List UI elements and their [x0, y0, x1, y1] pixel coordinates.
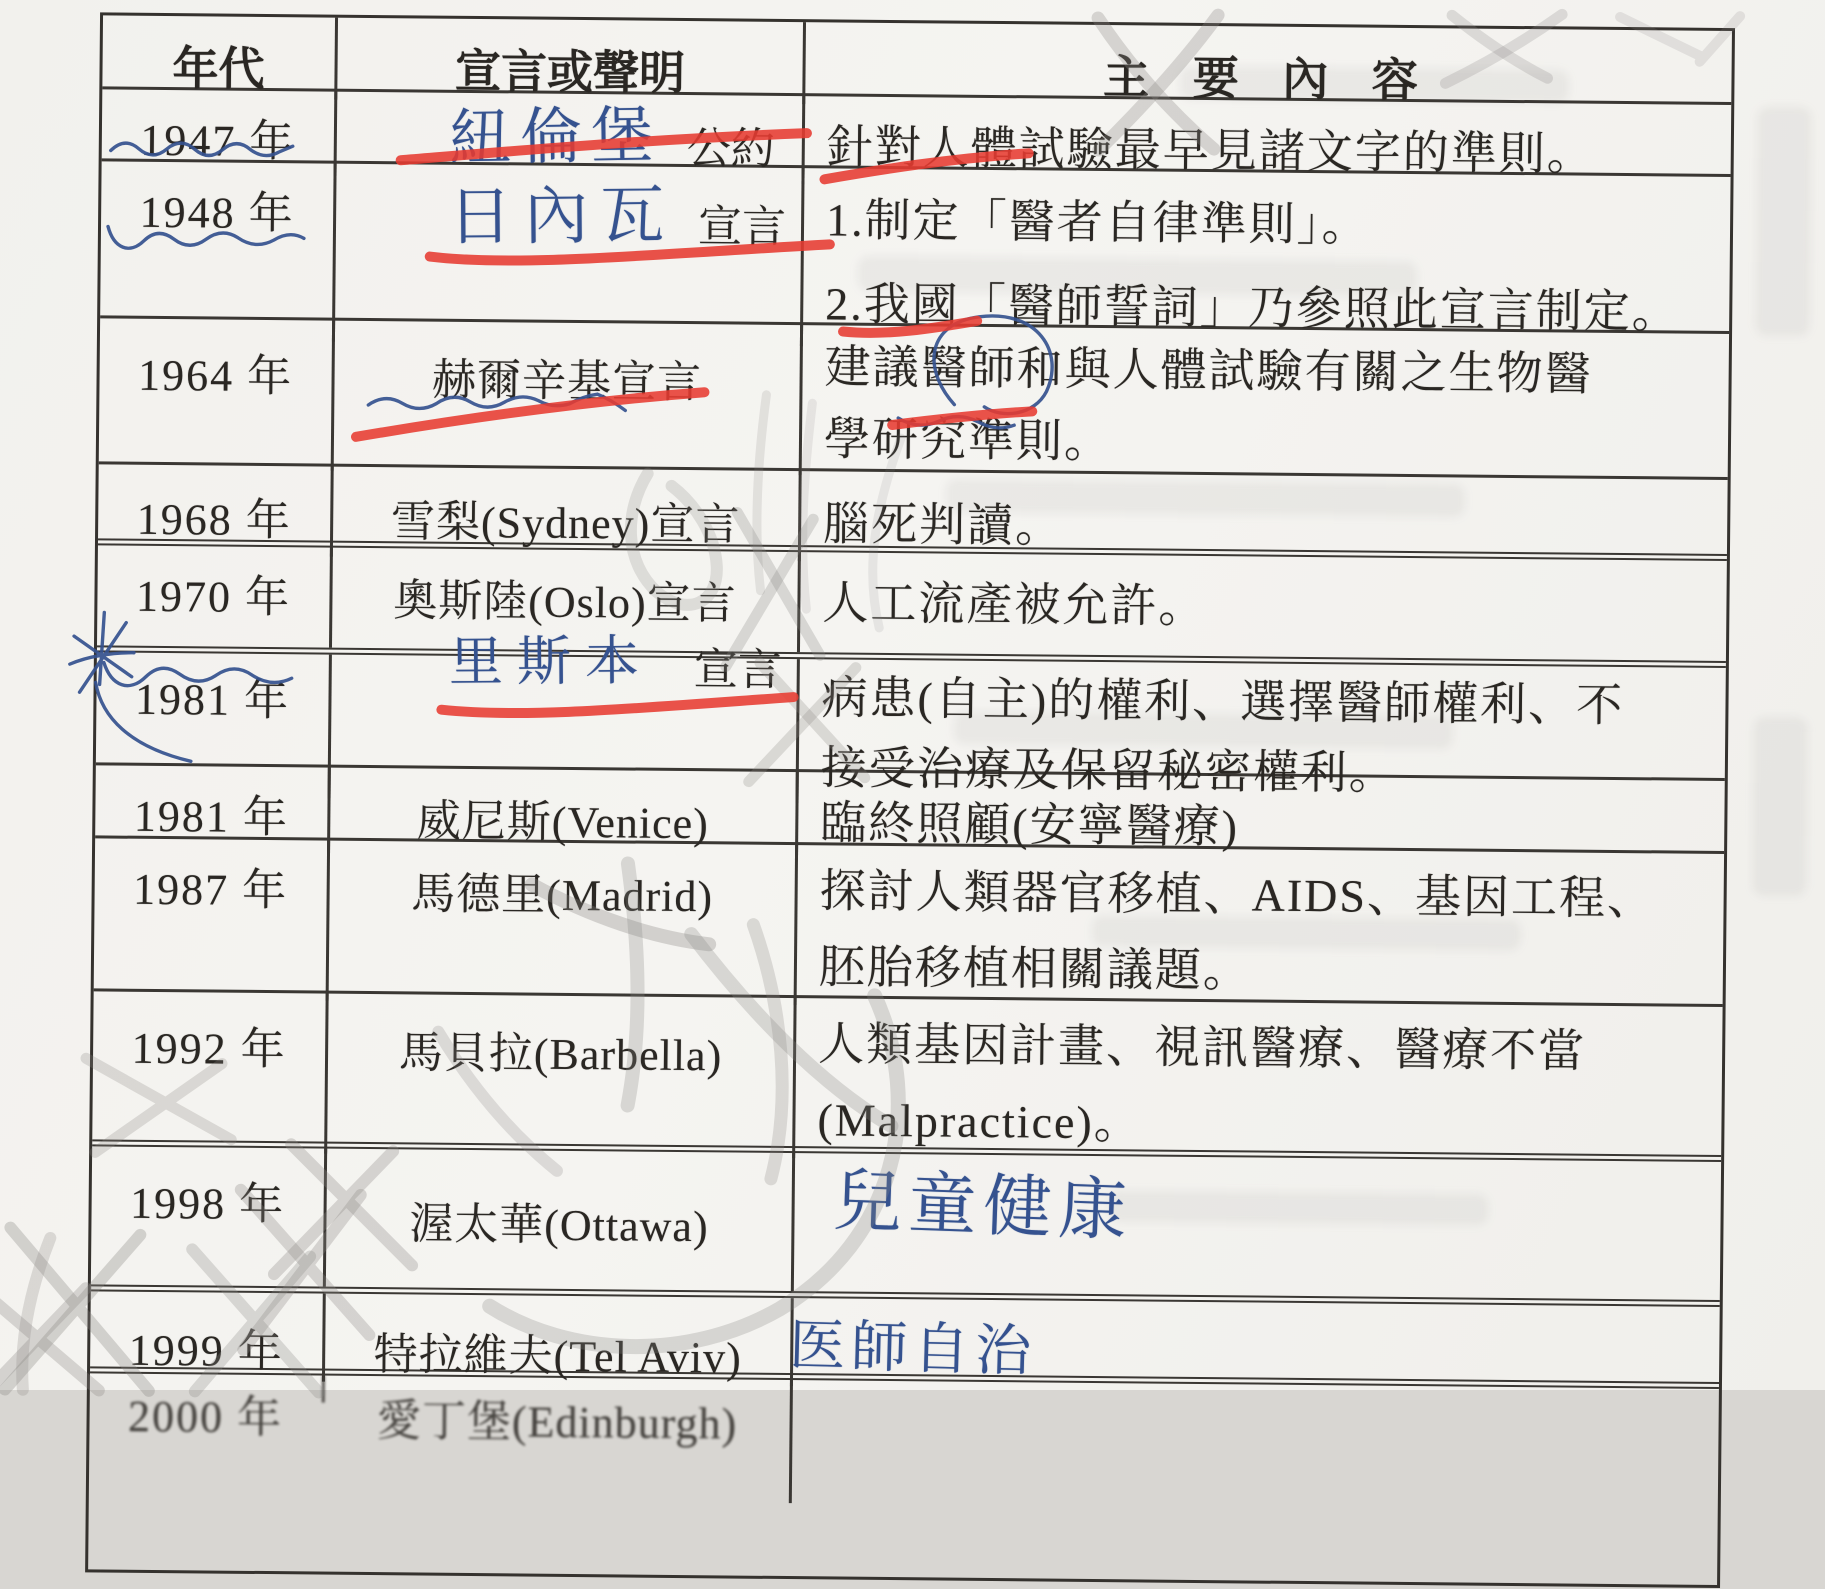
content-cell [797, 552, 1727, 661]
declaration-cell: 愛丁堡(Edinburgh) [322, 1376, 790, 1407]
printed-suffix-declaration-1948: 宣言 [697, 202, 787, 252]
year-cell: 1968 年 [136, 494, 292, 546]
content-line: 1.制定「醫者自律準則」。 [825, 194, 1370, 251]
content-line: 學研究準則。 [823, 413, 1113, 468]
handwritten-geneva: 日內瓦 [447, 179, 677, 253]
table-header-row [102, 15, 1732, 107]
table-row-1987 [94, 835, 1724, 1004]
table-row-1964 [99, 315, 1729, 477]
content-line: 接受治療及保留秘密權利。 [820, 742, 1398, 799]
declaration-cell: 威尼斯(Venice) [327, 768, 796, 860]
year-cell: 1947 年 [140, 115, 296, 167]
declaration-cell: 馬貝拉(Barbella) [324, 994, 794, 1158]
content-line: 臨終照顧(安寧醫療) [820, 797, 1240, 853]
table-row-2000-partial [89, 1366, 1719, 1512]
handwritten-lisbon: 里斯本 [448, 630, 654, 693]
year-cell: 1992 年 [131, 1023, 287, 1075]
content-line: 病患(自主)的權利、選擇醫師權利、不 [821, 672, 1625, 732]
ghost-mark [0, 1287, 100, 1390]
bleedthrough-smudge [1755, 106, 1812, 337]
content-line: 胚胎移植相關議題。 [818, 941, 1252, 997]
content-line: 人工流產被允許。 [822, 577, 1207, 633]
declaration-cell: 赫爾辛基宣言 [331, 321, 800, 475]
year-cell: 1970 年 [135, 571, 292, 623]
year-cell: 1999 年 [128, 1325, 284, 1377]
content-line: 人類基因計畫、視訊醫療、醫療不當 [817, 1018, 1587, 1077]
bleedthrough-smudge [1752, 716, 1809, 897]
content-cell [792, 998, 1722, 1167]
year-cell: 1998 年 [129, 1178, 286, 1230]
handwritten-nuremberg: 紐倫堡 [448, 101, 663, 174]
printed-suffix-declaration-1981: 宣言 [693, 645, 783, 695]
year-cell: 1948 年 [139, 187, 295, 239]
content-line: 腦死判讀。 [822, 498, 1064, 552]
content-line: (Malpractice)。 [817, 1094, 1143, 1149]
year-cell: 1981 年 [133, 791, 290, 843]
ghost-mark [22, 1238, 50, 1390]
year-cell: 1987 年 [132, 864, 289, 916]
header-year: 年代 [172, 43, 265, 95]
content-cell [799, 325, 1729, 484]
table-row-1948 [100, 158, 1730, 338]
content-line: 探討人類器官移植、AIDS、基因工程、 [819, 865, 1656, 925]
declaration-cell: 奧斯陸(Oslo)宣言 [329, 548, 798, 652]
content-cell [794, 845, 1724, 1014]
year-cell: 1964 年 [137, 350, 294, 402]
table-row-1981-lisbon [96, 645, 1726, 799]
declaration-cell: 特拉維夫(Tel Aviv) [322, 1294, 791, 1386]
header-declaration: 宣言或聲明 [334, 18, 803, 104]
declaration-cell: 渥太華(Ottawa) [323, 1149, 792, 1291]
content-line: 針對人體試驗最早見諸文字的準則。 [826, 121, 1596, 180]
header-content: 主 要 內 容 [802, 22, 1732, 113]
year-cell: 1981 年 [134, 674, 291, 726]
year-cell: 2000 年 [127, 1391, 284, 1443]
content-line: 建議醫師和與人體試驗有關之生物醫 [824, 341, 1593, 400]
content-cell [789, 1380, 1719, 1512]
handwritten-physician-autonomy: 医師自治 [788, 1314, 1038, 1384]
table-row-1992 [92, 988, 1722, 1155]
printed-suffix-treaty: 公約 [686, 124, 776, 174]
handwritten-child-health: 兒童健康 [832, 1162, 1135, 1250]
content-line: 2.我國「醫師誓詞」乃參照此宣言制定。 [825, 278, 1681, 338]
declaration-cell: 雪梨(Sydney)宣言 [330, 467, 799, 561]
declaration-cell: 馬德里(Madrid) [326, 841, 796, 1005]
